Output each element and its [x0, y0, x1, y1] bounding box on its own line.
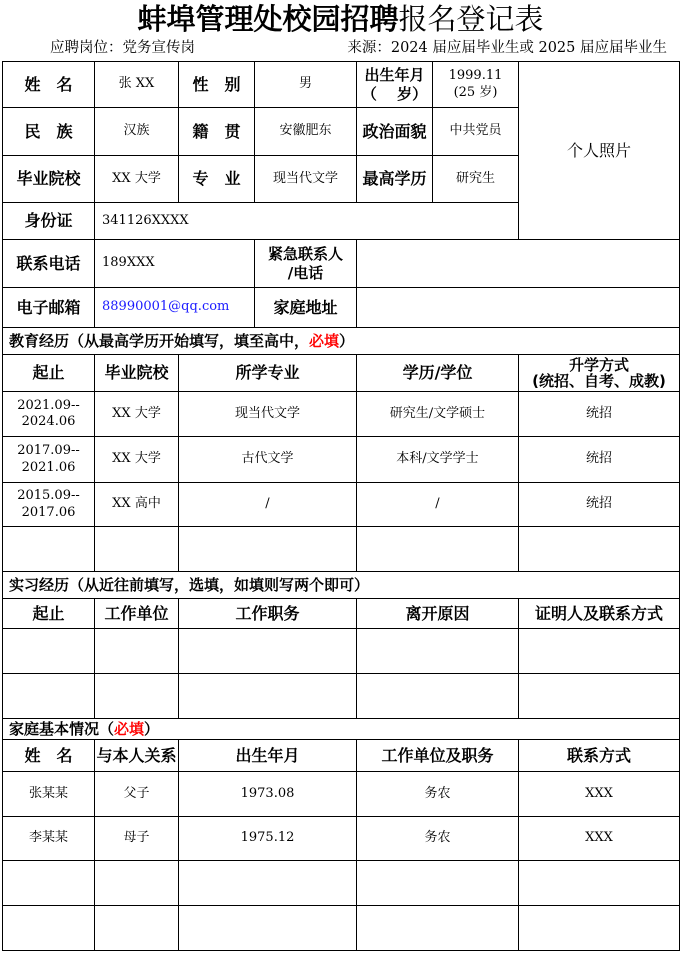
- name-value[interactable]: 张 XX: [95, 62, 179, 108]
- school-label: 毕业院校: [3, 156, 95, 203]
- major-value[interactable]: 现当代文学: [255, 156, 357, 203]
- ethnic-value[interactable]: 汉族: [95, 108, 179, 156]
- family-relation[interactable]: 母子: [95, 817, 179, 861]
- education-row: [3, 483, 680, 527]
- degree-value[interactable]: 研究生: [433, 156, 519, 203]
- edu-major[interactable]: [179, 527, 357, 572]
- id-label: 身份证: [3, 203, 95, 240]
- internship-section-title: 实习经历（从近往前填写，选填，如填则写两个即可）: [3, 572, 680, 599]
- intern-position[interactable]: [179, 629, 357, 674]
- edu-degree[interactable]: /: [357, 483, 519, 527]
- degree-label: 最高学历: [357, 156, 433, 203]
- birth-value-line2: (25 岁): [453, 84, 498, 100]
- family-birth[interactable]: [179, 906, 357, 951]
- intern-reference[interactable]: [519, 629, 680, 674]
- edu-major[interactable]: /: [179, 483, 357, 527]
- edu-period-end: 2017.06: [21, 504, 76, 520]
- family-work[interactable]: 务农: [357, 817, 519, 861]
- political-value[interactable]: 中共党员: [433, 108, 519, 156]
- family-row-empty: [3, 861, 680, 906]
- family-row: [3, 772, 680, 817]
- family-contact[interactable]: [519, 861, 680, 906]
- intern-position[interactable]: [179, 674, 357, 719]
- family-row-empty: [3, 906, 680, 951]
- edu-header-school: 毕业院校: [95, 355, 179, 392]
- phone-value[interactable]: 189XXX: [95, 240, 255, 288]
- edu-school[interactable]: XX 高中: [95, 483, 179, 527]
- edu-degree[interactable]: [357, 527, 519, 572]
- edu-header-period: 起止: [3, 355, 95, 392]
- edu-major[interactable]: 古代文学: [179, 437, 357, 483]
- emergency-label-line1: 紧急联系人: [267, 244, 343, 263]
- family-name[interactable]: [3, 861, 95, 906]
- intern-company[interactable]: [95, 674, 179, 719]
- origin-label: 籍 贯: [179, 108, 255, 156]
- edu-mode[interactable]: 统招: [519, 483, 680, 527]
- family-relation[interactable]: 父子: [95, 772, 179, 817]
- intern-header-company: 工作单位: [95, 599, 179, 629]
- internship-row-empty: [3, 674, 680, 719]
- birth-label: [357, 62, 433, 108]
- edu-school[interactable]: [95, 527, 179, 572]
- family-header-birth: 出生年月: [179, 740, 357, 772]
- edu-mode[interactable]: 统招: [519, 437, 680, 483]
- education-title-text: 教育经历（从最高学历开始填写，填至高中，: [9, 331, 310, 350]
- birth-label-line1: 出生年月: [364, 65, 425, 84]
- emergency-value[interactable]: [357, 240, 680, 288]
- intern-reason[interactable]: [357, 629, 519, 674]
- family-relation[interactable]: [95, 906, 179, 951]
- edu-degree[interactable]: 本科/文学学士: [357, 437, 519, 483]
- edu-period-start: 2015.09--: [17, 488, 80, 504]
- education-row-empty: [3, 527, 680, 572]
- edu-degree[interactable]: 研究生/文学硕士: [357, 392, 519, 437]
- ethnic-label: 民 族: [3, 108, 95, 156]
- edu-period-end: 2021.06: [21, 459, 76, 475]
- political-label: 政治面貌: [357, 108, 433, 156]
- family-birth[interactable]: 1973.08: [179, 772, 357, 817]
- phone-label: 联系电话: [3, 240, 95, 288]
- address-value[interactable]: [357, 288, 680, 328]
- edu-mode[interactable]: [519, 527, 680, 572]
- education-title-close: ）: [339, 331, 355, 350]
- name-label: 姓 名: [3, 62, 95, 108]
- title-bold: 蚌埠管理处校园招聘: [137, 2, 399, 36]
- intern-header-period: 起止: [3, 599, 95, 629]
- major-label: 专 业: [179, 156, 255, 203]
- edu-header-major: 所学专业: [179, 355, 357, 392]
- edu-school[interactable]: XX 大学: [95, 437, 179, 483]
- family-name[interactable]: 张某某: [3, 772, 95, 817]
- intern-reference[interactable]: [519, 674, 680, 719]
- family-work[interactable]: [357, 861, 519, 906]
- family-header-name: 姓 名: [3, 740, 95, 772]
- family-birth[interactable]: 1975.12: [179, 817, 357, 861]
- edu-header-degree: 学历/学位: [357, 355, 519, 392]
- family-row: [3, 817, 680, 861]
- education-required-mark: 必填: [309, 331, 340, 350]
- family-contact[interactable]: XXX: [519, 817, 680, 861]
- family-contact[interactable]: XXX: [519, 772, 680, 817]
- gender-label: 性 别: [179, 62, 255, 108]
- education-section-title: [3, 328, 680, 355]
- intern-company[interactable]: [95, 629, 179, 674]
- family-section-title: [3, 719, 680, 740]
- edu-school[interactable]: XX 大学: [95, 392, 179, 437]
- title-rest: 报名登记表: [398, 2, 544, 36]
- email-label: 电子邮箱: [3, 288, 95, 328]
- family-title-close: ）: [144, 719, 160, 738]
- family-header-work: 工作单位及职务: [357, 740, 519, 772]
- family-contact[interactable]: [519, 906, 680, 951]
- edu-mode[interactable]: 统招: [519, 392, 680, 437]
- family-work[interactable]: [357, 906, 519, 951]
- intern-period[interactable]: [3, 629, 95, 674]
- family-header-contact: 联系方式: [519, 740, 680, 772]
- edu-period[interactable]: [3, 392, 95, 437]
- emergency-label: [255, 240, 357, 288]
- edu-header-mode: [519, 355, 680, 392]
- family-relation[interactable]: [95, 861, 179, 906]
- edu-period[interactable]: [3, 483, 95, 527]
- birth-value[interactable]: [433, 62, 519, 108]
- intern-period[interactable]: [3, 674, 95, 719]
- address-label: 家庭地址: [255, 288, 357, 328]
- edu-period[interactable]: [3, 527, 95, 572]
- education-row: [3, 392, 680, 437]
- edu-period[interactable]: [3, 437, 95, 483]
- origin-value[interactable]: 安徽肥东: [255, 108, 357, 156]
- edu-header-mode-line2: (统招、自考、成教): [532, 372, 666, 390]
- family-birth[interactable]: [179, 861, 357, 906]
- edu-header-mode-line1: 升学方式: [568, 355, 629, 374]
- photo-cell[interactable]: 个人照片: [519, 62, 680, 240]
- gender-value[interactable]: 男: [255, 62, 357, 108]
- id-value[interactable]: 341126XXXX: [95, 203, 519, 240]
- edu-major[interactable]: 现当代文学: [179, 392, 357, 437]
- family-title-text: 家庭基本情况（: [9, 719, 115, 738]
- family-work[interactable]: 务农: [357, 772, 519, 817]
- family-required-mark: 必填: [114, 719, 145, 738]
- birth-label-line2: （ 岁）: [361, 84, 428, 103]
- emergency-label-line2: /电话: [287, 263, 324, 282]
- intern-reason[interactable]: [357, 674, 519, 719]
- family-name[interactable]: 李某某: [3, 817, 95, 861]
- school-value[interactable]: XX 大学: [95, 156, 179, 203]
- edu-period-start: 2021.09--: [17, 397, 80, 413]
- source-line: 来源：2024 届应届毕业生或 2025 届应届毕业生: [347, 40, 667, 56]
- family-header-relation: 与本人关系: [95, 740, 179, 772]
- intern-header-reason: 离开原因: [357, 599, 519, 629]
- birth-value-line1: 1999.11: [448, 68, 503, 84]
- education-row: [3, 437, 680, 483]
- intern-header-position: 工作职务: [179, 599, 357, 629]
- edu-period-end: 2024.06: [21, 414, 76, 429]
- edu-period-start: 2017.09--: [17, 443, 80, 459]
- form-title: [0, 0, 681, 38]
- family-name[interactable]: [3, 906, 95, 951]
- intern-header-reference: 证明人及联系方式: [519, 599, 680, 629]
- internship-row-empty: [3, 629, 680, 674]
- registration-form-table: [2, 61, 680, 951]
- email-value[interactable]: 88990001@qq.com: [95, 288, 255, 328]
- position-line: 应聘岗位：党务宣传岗: [50, 40, 195, 56]
